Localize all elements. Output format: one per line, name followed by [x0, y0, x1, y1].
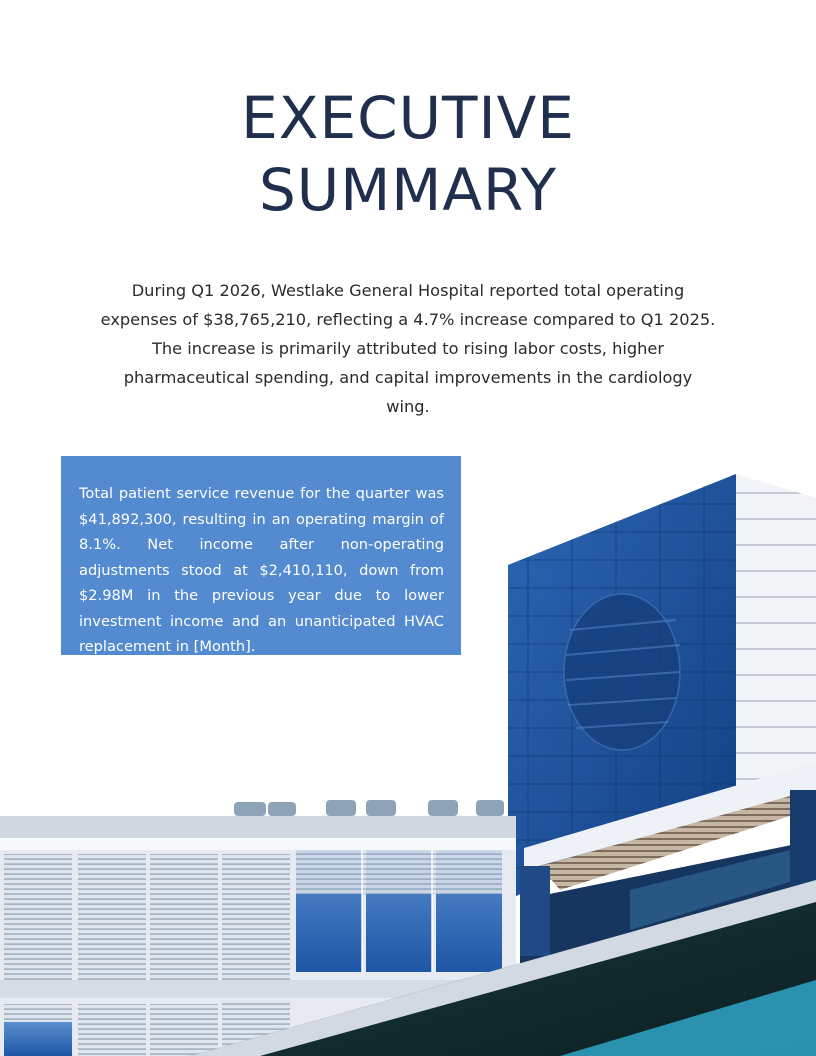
callout-text: Total patient service revenue for the quarter was $41,892,300, resulting in an operating margin of 8.1%. Net income after non-operating adjustments stood at $2,410,110, down from $2.98M in the previous year due to lower investment income and an unanticipated HVAC replacement in [Month]. [79, 485, 444, 655]
title-line-2: SUMMARY [258, 156, 558, 224]
intro-paragraph: During Q1 2026, Westlake General Hospital reported total operating expenses of $38,765,210, reflecting a 4.7% increase compared to Q1 2025. The increase is primarily attributed to rising labor costs, higher pharmaceutical spending, and capital improvements in the cardiology wing. [100, 281, 716, 416]
page-title [0, 82, 816, 226]
revenue-callout-box [61, 456, 461, 655]
title-line-1: EXECUTIVE [241, 84, 575, 152]
